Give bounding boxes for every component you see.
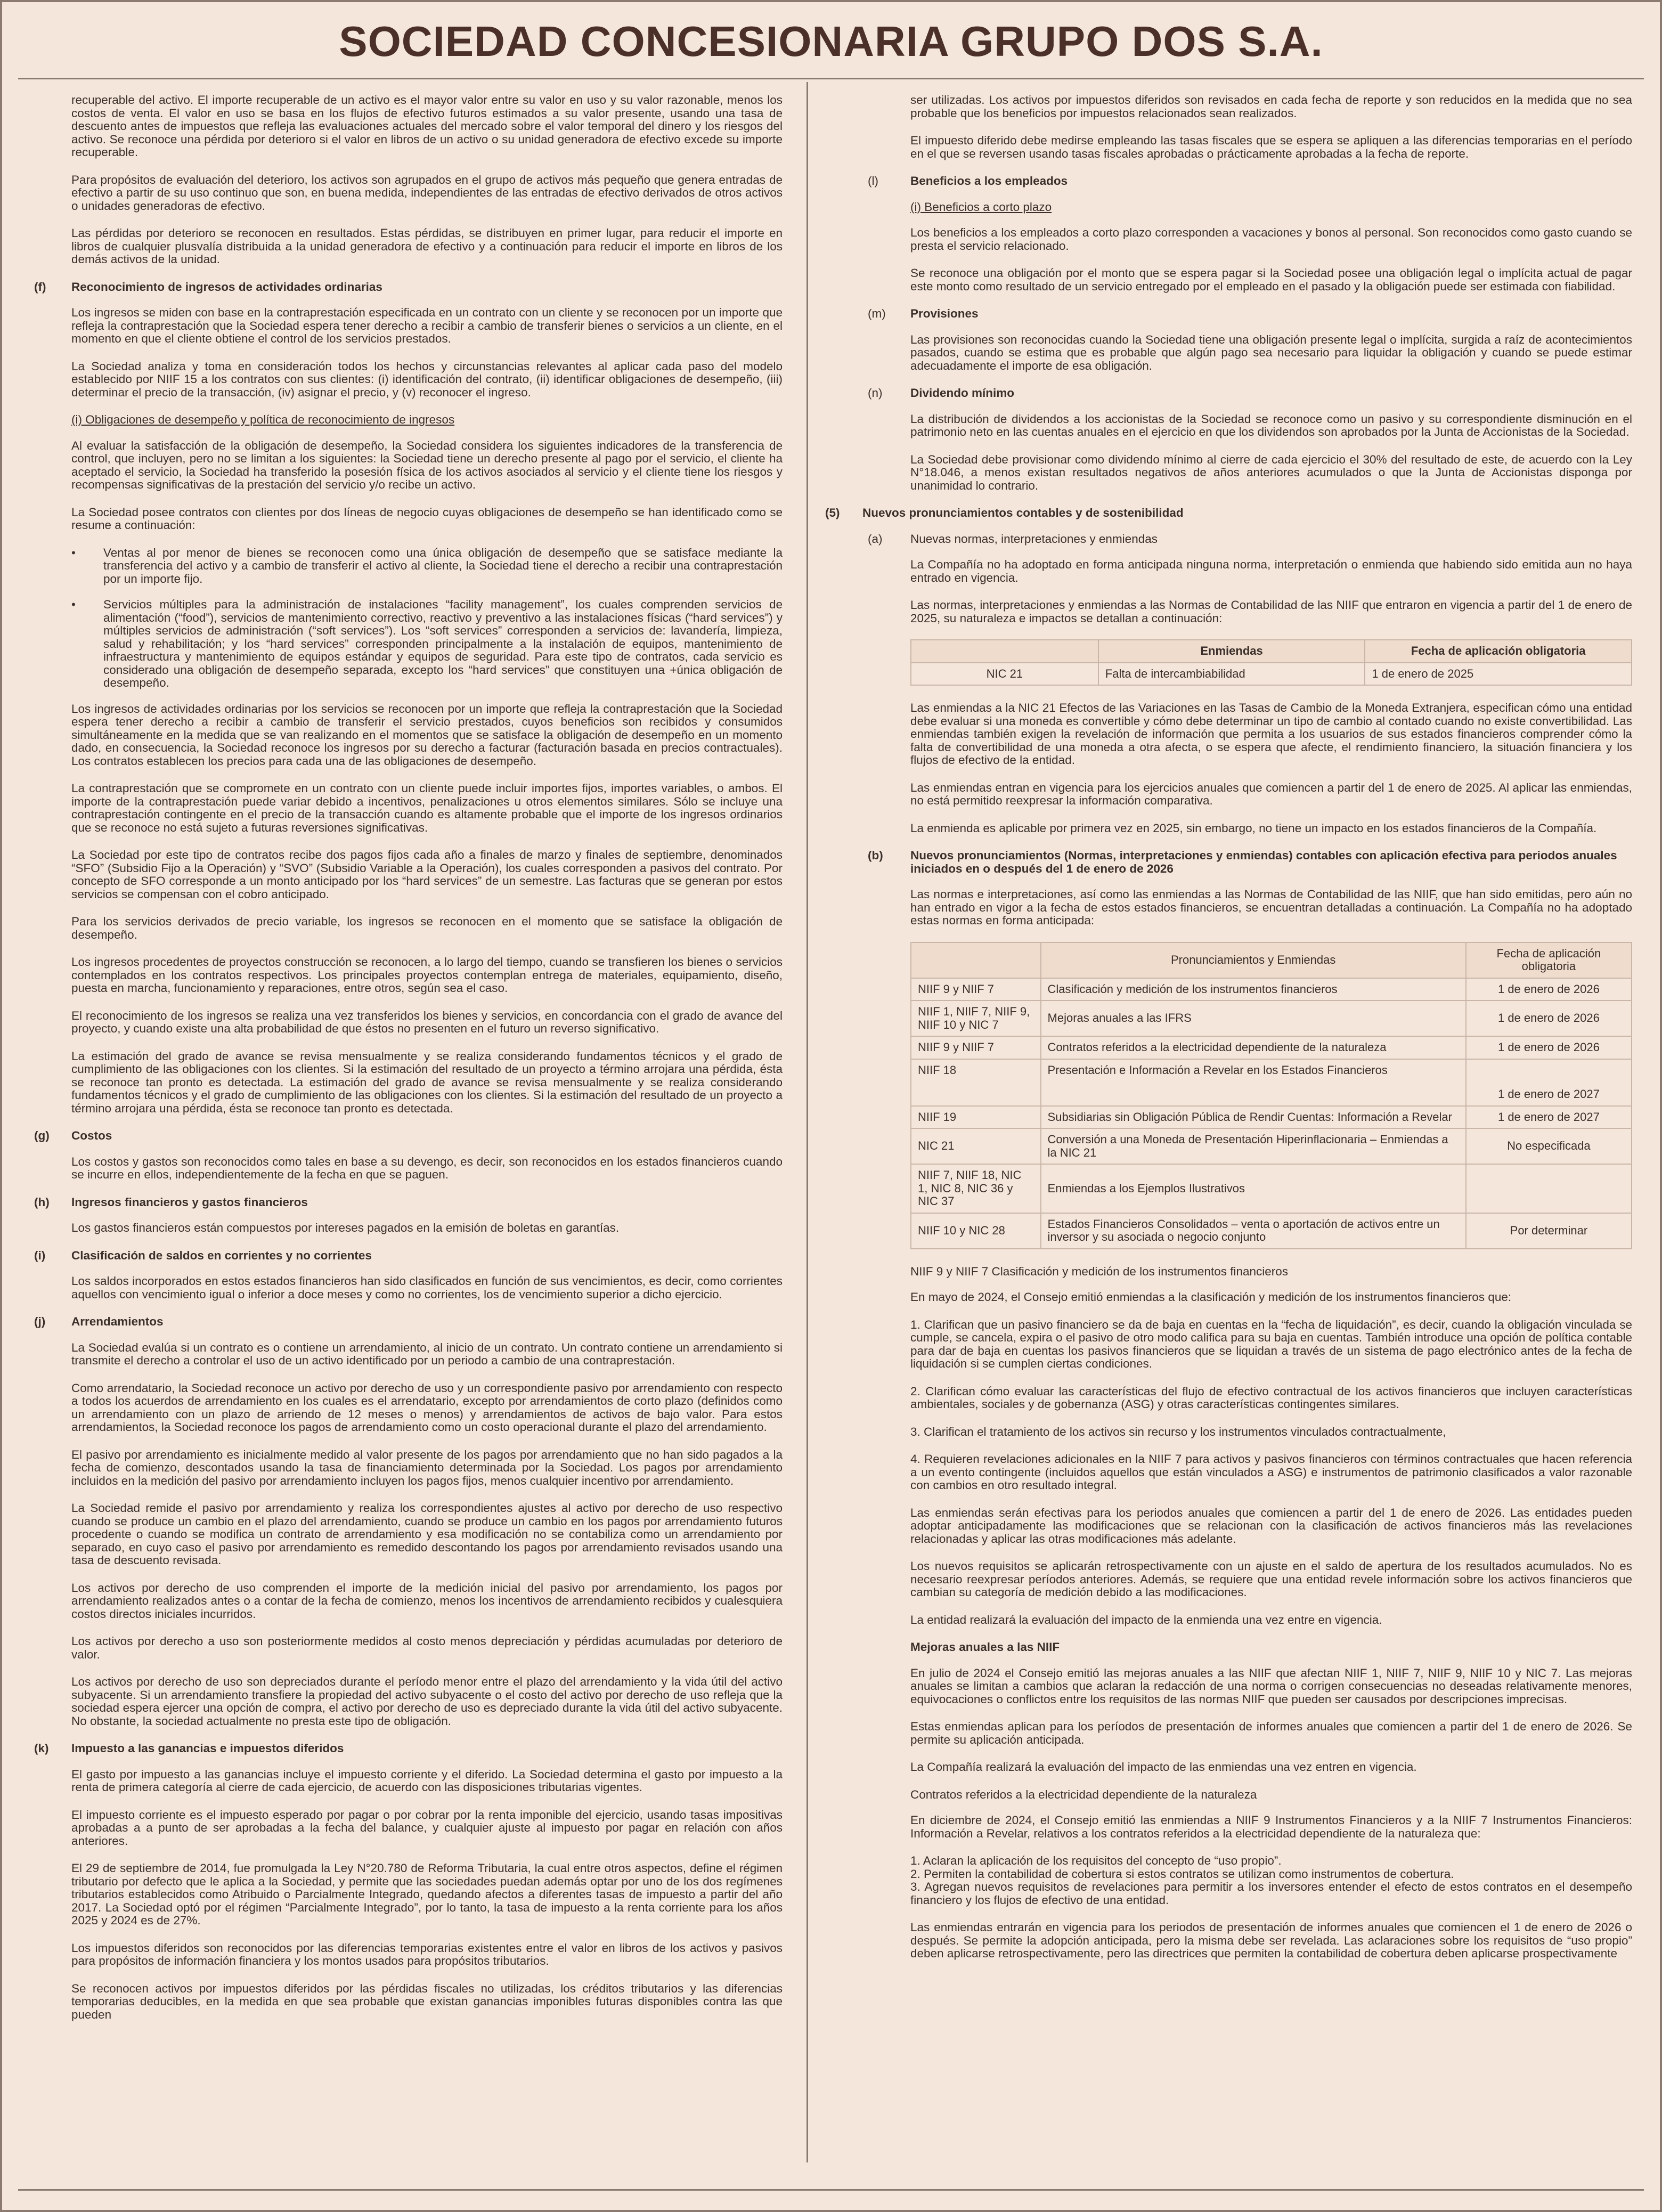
paragraph: Estas enmiendas aplican para los períodos de presentación de informes anuales que comiencen a partir del 1 de enero de 2026. Se permite su aplicación anticipada. [910, 1720, 1632, 1746]
right-column [825, 94, 1632, 2182]
subheading: Mejoras anuales a las NIIF [910, 1640, 1060, 1654]
paragraph: Las enmiendas serán efectivas para los periodos anuales que comiencen a partir del 1 de enero de 2026. Las entidades pueden adoptar anticipadamente las modificaciones que se relacionan con la clasificación de activos financieros más las revelaciones relacionadas y aplicar las otras modificaciones más adelante. [910, 1506, 1632, 1546]
paragraph: El impuesto corriente es el impuesto esperado por pagar o por cobrar por la renta imponible del ejercicio, usando tasas impositivas aprobadas a a punto de ser aprobadas a la fecha del balance, y cualquier ajuste al impuesto por pagar en relación con años anteriores. [71, 1808, 783, 1848]
paragraph: Las normas, interpretaciones y enmiendas a las Normas de Contabilidad de las NIIF que entraron en vigencia a partir del 1 de enero de 2025, su naturaleza e impactos se detallan a continuación: [910, 598, 1632, 625]
table-cell: 1 de enero de 2026 [1466, 1036, 1632, 1059]
table-cell: Presentación e Información a Revelar en los Estados Financieros [1041, 1059, 1466, 1106]
paragraph: Al evaluar la satisfacción de la obligación de desempeño, la Sociedad considera los siguientes indicadores de la transferencia de control, que incluyen, pero no se limitan a los siguientes: la Sociedad tiene un derecho presente al pago por el servicio, el cliente ha aceptado el servicio, la Sociedad ha transferido la posesión física de los activos asociados al servicio y el cliente tiene los riesgos y recompensas significativas de la prestación del servicio y/o recibe un activo. [71, 438, 783, 491]
paragraph: Como arrendatario, la Sociedad reconoce un activo por derecho de uso y un correspondiente pasivo por arrendamiento con respecto a todos los acuerdos de arrendamiento en los cuales es el arrendatario, excepto por arrendamientos de corto plazo (definidos como un arrendamiento con un plazo de arriendo de 12 meses o menos) y arrendamientos de activos de bajo valor. Para estos arrendamientos, la Sociedad reconoce los pagos de arrendamiento como un costo operacional durante el plazo del arrendamiento. [71, 1381, 783, 1434]
table-cell: NIIF 7, NIIF 18, NIC 1, NIC 8, NIC 36 y NIC 37 [911, 1164, 1041, 1213]
table-cell: 1 de enero de 2027 [1466, 1106, 1632, 1129]
section-title: Costos [71, 1129, 112, 1142]
paragraph: Las enmiendas entrarán en vigencia para los periodos de presentación de informes anuales que comiencen el 1 de enero de 2026 o después. Se permite la adopción anticipada, pero la misma debe ser revelada. Las aclaraciones sobre los requisitos de “uso propio” deben aplicarse retrospectivamente, pero las directrices que permiten la contabilidad de cobertura deben aplicarse prospectivamente [910, 1921, 1632, 1960]
table-cell: 1 de enero de 2026 [1466, 1001, 1632, 1036]
table-cell: 1 de enero de 2025 [1365, 663, 1632, 686]
table-row [911, 663, 1632, 686]
column-header [911, 640, 1098, 663]
subheading: NIIF 9 y NIIF 7 Clasificación y medición de los instrumentos financieros [910, 1264, 1289, 1278]
section-number: (i) [34, 1248, 46, 1262]
column-header: Pronunciamientos y Enmiendas [1041, 942, 1466, 978]
section-heading-h [34, 1196, 783, 1209]
paragraph: ser utilizadas. Los activos por impuestos diferidos son revisados en cada fecha de reporte y son reducidos en la medida que no sea probable que los beneficios por impuestos relacionados sean realizados. [910, 94, 1632, 120]
paragraph: La enmienda es aplicable por primera vez en 2025, sin embargo, no tiene un impacto en los estados financieros de la Compañía. [910, 821, 1597, 835]
section-heading-j [34, 1315, 783, 1329]
table-cell: Contratos referidos a la electricidad dependiente de la naturaleza [1041, 1036, 1466, 1059]
section-heading-g [34, 1129, 783, 1143]
table-row [911, 1213, 1632, 1249]
paragraph: Los activos por derecho de uso comprenden el importe de la medición inicial del pasivo por arrendamiento, los pagos por arrendamiento realizados antes o a contar de la fecha de comienzo, menos los incentivos de arrendamiento recibidos y cualesquiera costos directos iniciales incurridos. [71, 1581, 783, 1621]
paragraph: Los activos por derecho a uso son posteriormente medidos al costo menos depreciación y pérdidas acumuladas por deterioro de valor. [71, 1634, 783, 1661]
table-cell [1466, 1164, 1632, 1213]
table-header-row [911, 640, 1632, 663]
section-title: Ingresos financieros y gastos financieros [71, 1195, 308, 1209]
paragraph: Para propósitos de evaluación del deterioro, los activos son agrupados en el grupo de activos más pequeño que genera entradas de efectivo a partir de su uso continuo que son, en buena medida, independientes de las entradas de efectivo derivados de otros activos o unidades generadoras de efectivo. [71, 173, 783, 213]
section-title: Arrendamientos [71, 1315, 164, 1328]
paragraph: Para los servicios derivados de precio variable, los ingresos se reconocen en el momento que se satisface la obligación de desempeño. [71, 915, 783, 941]
subsection-title: Nuevos pronunciamientos (Normas, interpretaciones y enmiendas) contables con aplicación efectiva para periodos anuales iniciados en o después del 1 de enero de 2026 [910, 849, 1617, 875]
paragraph: Las provisiones son reconocidas cuando la Sociedad tiene una obligación presente legal o implícita, surgida a raíz de acontecimientos pasados, cuando se estima que es probable que algún pago sea necesario para liquidar la obligación y cuando se puede estimar adecuadamente el importe de esa obligación. [910, 332, 1632, 372]
paragraph: La Compañía realizará la evaluación del impacto de las enmiendas una vez entren en vigencia. [910, 1760, 1417, 1774]
section-number: (j) [34, 1315, 46, 1328]
paragraph: Los ingresos procedentes de proyectos construcción se reconocen, a lo largo del tiempo, cuando se transfieren los bienes o servicios contemplados en los contratos respectivos. Los principales proyectos contemplan entrega de materiales, equipamiento, diseño, puesta en marcha, funcionamiento y reparaciones, entre otros, según sea el caso. [71, 955, 783, 995]
bullet-mark: • [71, 598, 76, 611]
paragraph: La entidad realizará la evaluación del impacto de la enmienda una vez entre en vigencia. [910, 1613, 1382, 1627]
paragraph: La Sociedad analiza y toma en consideración todos los hechos y circunstancias relevantes al aplicar cada paso del modelo establecido por NIIF 15 a los contratos con sus clientes: (i) identificación del contrato, (ii) identificar obligaciones de desempeño, (iii) determinar el precio de la transacción, (iv) asignar el precio, y (v) reconocer el ingreso. [71, 359, 783, 399]
section-number: (n) [868, 386, 883, 400]
table-cell: Falta de intercambiabilidad [1098, 663, 1365, 686]
paragraph: La Sociedad por este tipo de contratos recibe dos pagos fijos cada año a finales de marzo y finales de septiembre, denominados “SFO” (Subsidio Fijo a la Operación) y “SVO” (Subsidio Variable a la Operación), los cuales corresponden a pasivos del contrato. Por concepto de SFO corresponde a un monto anticipado por los “hard services” de un semestre. Las facturas que se generan por estos servicios se compensan con el cobro anticipado. [71, 848, 783, 901]
subsection-title: Nuevas normas, interpretaciones y enmiendas [910, 532, 1158, 546]
paragraph: recuperable del activo. El importe recuperable de un activo es el mayor valor entre su valor en uso y su valor razonable, menos los costos de venta. El valor en uso se basa en los flujos de efectivo futuros estimados a su valor presente, usando una tasa de descuento antes de impuestos que refleja las evaluaciones actuales del mercado sobre el valor temporal del dinero y los riesgos del activo. Se reconoce una pérdida por deterioro si el valor en libros de un activo o su unidad generadora de efectivo excede su importe recuperable. [71, 94, 783, 159]
table-row [911, 1106, 1632, 1129]
paragraph: En diciembre de 2024, el Consejo emitió las enmiendas a NIIF 9 Instrumentos Financieros y a la NIIF 7 Instrumentos Financieros: Información a Revelar, relativos a los contratos referidos a la electricidad dependiente de la naturaleza que: [910, 1813, 1632, 1840]
subsection-number: (b) [868, 849, 883, 862]
table-cell: 1 de enero de 2026 [1466, 978, 1632, 1001]
bullet-mark: • [71, 546, 76, 559]
section-number: (h) [34, 1195, 50, 1209]
section-number: (g) [34, 1129, 50, 1142]
paragraph: La contraprestación que se compromete en un contrato con un cliente puede incluir importes fijos, importes variables, o ambos. El importe de la contraprestación puede variar debido a incentivos, penalizaciones u otros elementos similares. Sólo se incluye una contraprestación contingente en el precio de la transacción cuando es altamente probable que el importe de los ingresos ordinarios que se reconoce no está sujeto a futuras reversiones significativas. [71, 782, 783, 834]
table-cell: NIIF 9 y NIIF 7 [911, 1036, 1041, 1059]
table-cell: Por determinar [1466, 1213, 1632, 1249]
paragraph: La Sociedad debe provisionar como dividendo mínimo al cierre de cada ejercicio el 30% del resultado de este, de acuerdo con la Ley N°18.046, a menos existan resultados negativos de años anteriores acumulados o que la Junta de Accionistas disponga por unanimidad lo contrario. [910, 452, 1632, 492]
table-cell: Mejoras anuales a las IFRS [1041, 1001, 1466, 1036]
section-title: Impuesto a las ganancias e impuestos diferidos [71, 1742, 344, 1755]
paragraph: Los nuevos requisitos se aplicarán retrospectivamente con un ajuste en el saldo de apertura de los resultados acumulados. No es necesario reexpresar períodos anteriores. Además, se requiere que una entidad revele información sobre los activos financieros que cambian su categoría de medición debido a las modificaciones. [910, 1559, 1632, 1599]
table-cell: NIC 21 [911, 1128, 1041, 1164]
table-cell: Conversión a una Moneda de Presentación Hiperinflacionaria – Enmiendas a la NIC 21 [1041, 1128, 1466, 1164]
table-cell: NIC 21 [911, 663, 1098, 686]
table-cell: NIIF 9 y NIIF 7 [911, 978, 1041, 1001]
table-cell: NIIF 18 [911, 1059, 1041, 1106]
section-title: Beneficios a los empleados [910, 174, 1068, 188]
pronouncements-table [910, 942, 1632, 1249]
section-heading-k [34, 1742, 783, 1755]
section-heading-i [34, 1249, 783, 1263]
table-cell: Clasificación y medición de los instrumentos financieros [1041, 978, 1466, 1001]
table-row [911, 1036, 1632, 1059]
paragraph: Los beneficios a los empleados a corto plazo corresponden a vacaciones y bonos al personal. Son reconocidos como gasto cuando se presta el servicio relacionado. [910, 226, 1632, 253]
table-cell: No especificada [1466, 1128, 1632, 1164]
section-title: Provisiones [910, 307, 979, 320]
column-header: Enmiendas [1098, 640, 1365, 663]
table-cell: NIIF 1, NIIF 7, NIIF 9, NIIF 10 y NIC 7 [911, 1001, 1041, 1036]
table-row [911, 1001, 1632, 1036]
table-row [911, 1128, 1632, 1164]
paragraph: Los activos por derecho de uso son depreciados durante el período menor entre el plazo del arrendamiento y la vida útil del activo subyacente. Si un arrendamiento transfiere la propiedad del activo subyacente o el costo del activo por derecho de uso refleja que la sociedad espera ejercer una opción de compra, el activo por derecho de uso es depreciado durante la vida útil del activo subyacente. No obstante, la sociedad actualmente no presta este tipo de obligación. [71, 1675, 783, 1728]
bullet-text: Ventas al por menor de bienes se reconocen como una única obligación de desempeño que se satisface mediante la transferencia del activo y a cambio de transferir el activo al cliente, la Sociedad tiene el derecho a recibir una contraprestación por un importe fijo. [103, 546, 783, 585]
subheading: (i) Obligaciones de desempeño y política de reconocimiento de ingresos [71, 413, 455, 426]
subsection-number: (a) [868, 532, 883, 546]
section-number: (l) [868, 174, 878, 188]
bullet-item [34, 598, 783, 690]
paragraph: La Sociedad posee contratos con clientes por dos líneas de negocio cuyas obligaciones de desempeño se han identificado como se resume a continuación: [71, 505, 783, 532]
section-number: (f) [34, 280, 46, 294]
paragraph: Se reconocen activos por impuestos diferidos por las pérdidas fiscales no utilizadas, los créditos tributarios y las diferencias temporarias deducibles, en la medida en que sea probable que existan ganancias imponibles futuras disponibles contra las que pueden [71, 1981, 783, 2021]
list-item: 3. Clarifican el tratamiento de los activos sin recurso y los instrumentos vinculados contractualmente, [910, 1425, 1446, 1438]
paragraph: En julio de 2024 el Consejo emitió las mejoras anuales a las NIIF que afectan NIIF 1, NIIF 7, NIIF 9, NIIF 10 y NIC 7. Las mejoras anuales se limitan a cambios que aclaran la redacción de una norma o corrigen consecuencias no deseadas relativamente menores, equivocaciones o conflictos entre los requisitos de las normas NIIF que pueden ser causados por descripciones imprecisas. [910, 1666, 1632, 1706]
paragraph: Las pérdidas por deterioro se reconocen en resultados. Estas pérdidas, se distribuyen en primer lugar, para reducir el importe en libros de cualquier plusvalía distribuida a la unidad generadora de efectivo y a continuación para reducir el importe en libros de los demás activos de la unidad. [71, 226, 783, 266]
section-number: (m) [868, 307, 886, 320]
title-rule [18, 78, 1644, 79]
paragraph: La distribución de dividendos a los accionistas de la Sociedad se reconoce como un pasivo y su correspondiente disminución en el patrimonio neto en las cuentas anuales en el ejercicio en que los dividendos son aprobados por la Junta de Accionistas de la Sociedad. [910, 412, 1632, 438]
column-header: Fecha de aplicación obligatoria [1466, 942, 1632, 978]
paragraph: La Sociedad remide el pasivo por arrendamiento y realiza los correspondientes ajustes al activo por derecho de uso respectivo cuando se produce un cambio en el plazo del arrendamiento, cuando se produce un cambio en los pagos por arrendamiento futuros procedente o cuando se modifica un contrato de arrendamiento y esa modificación no se contabiliza como un arrendamiento por separado, en cuyo caso el pasivo por arrendamiento es remedido descontando los pagos por arrendamiento revisados usando una tasa de descuento revisada. [71, 1501, 783, 1567]
left-column [34, 94, 783, 2172]
bullet-item [34, 547, 783, 586]
list-item: 1. Clarifican que un pasivo financiero se da de baja en cuentas en la “fecha de liquidación”, es decir, cuando la obligación vinculada se cumple, se cancela, expira o el pasivo de otro modo califica para su baja en cuentas. También introduce una opción de política contable para dar de baja en cuentas los pasivos financieros que se liquidan a través de un sistema de pago electrónico antes de la fecha de liquidación si se cumplen ciertas condiciones. [910, 1318, 1632, 1370]
subheading: (i) Beneficios a corto plazo [910, 200, 1052, 214]
list-item: 4. Requieren revelaciones adicionales en la NIIF 7 para activos y pasivos financieros con términos contractuales que hacen referencia a un evento contingente (incluidos aquellos que están vinculados a ASG) e instrumentos de patrimonio clasificados a valor razonable con cambios en otro resultado integral. [910, 1452, 1632, 1492]
bullet-text: Servicios múltiples para la administración de instalaciones “facility management”, los cuales comprenden servicios de alimentación (“food”), servicios de mantenimiento correctivo, reactivo y preventivo a las instalaciones físicas (“hard services”) y múltiples servicios de administración (“soft services”). Los “soft services” corresponden a servicios de: lavandería, limpieza, salud y rehabilitación; y los “hard services” corresponden principalmente a la instalación de equipos, mantenimiento de infraestructura y mantenimiento de equipos estándar y equipos de seguridad. Para este tipo de contratos, cada servicio es considerado una obligación de desempeño separada, excepto los “hard services” que constituyen una +única obligación de desempeño. [103, 598, 783, 689]
table-cell: NIIF 19 [911, 1106, 1041, 1129]
list-item: 2. Permiten la contabilidad de cobertura si estos contratos se utilizan como instrumentos de cobertura. [910, 1867, 1454, 1881]
paragraph: En mayo de 2024, el Consejo emitió enmiendas a la clasificación y medición de los instrumentos financieros que: [910, 1290, 1512, 1304]
column-header [911, 942, 1041, 978]
section-number: (k) [34, 1742, 49, 1755]
table-cell: Estados Financieros Consolidados – venta o aportación de activos entre un inversor y su asociada o negocio conjunto [1041, 1213, 1466, 1249]
paragraph: El reconocimiento de los ingresos se realiza una vez transferidos los bienes y servicios, en concordancia con el grado de avance del proyecto, y cuando existe una alta probabilidad de que éstos no presenten en el futuro un reverso significativo. [71, 1009, 783, 1035]
column-divider [806, 82, 808, 2162]
paragraph: Las enmiendas entran en vigencia para los ejercicios anuales que comiencen a partir del 1 de enero de 2025. Al aplicar las enmiendas, no está permitido reexpresar la información comparativa. [910, 780, 1632, 807]
paragraph: Las enmiendas a la NIC 21 Efectos de las Variaciones en las Tasas de Cambio de la Moneda Extranjera, especifican cómo una entidad debe evaluar si una moneda es convertible y cómo debe determinar un tipo de cambio al contado cuando no existe convertibilidad. Las enmiendas también exigen la revelación de información que permita a los usuarios de sus estados financieros comprender cómo la falta de convertibilidad de una moneda a otra afecta, o se espera que afecte, el rendimiento financiero, la situación financiera y los flujos de efectivo de la entidad. [910, 701, 1632, 767]
paragraph: Los costos y gastos son reconocidos como tales en base a su devengo, es decir, son reconocidos en los estados financieros cuando se incurre en ellos, independientemente de la fecha en que se paguen. [71, 1154, 783, 1181]
section-heading-l [825, 175, 1632, 188]
table-row [911, 1164, 1632, 1213]
table-cell: NIIF 10 y NIC 28 [911, 1213, 1041, 1249]
table-row [911, 978, 1632, 1001]
section-title: Clasificación de saldos en corrientes y no corrientes [71, 1248, 372, 1262]
paragraph: Los ingresos se miden con base en la contraprestación especificada en un contrato con un cliente y se reconocen por un importe que refleja la contraprestación que la Sociedad espera tener derecho a recibir a cambio de transferir bienes o servicios a un cliente, en el momento en que el cliente obtiene el control de los servicios prestados. [71, 306, 783, 345]
bottom-rule [18, 2189, 1644, 2191]
paragraph: La Sociedad evalúa si un contrato es o contiene un arrendamiento, al inicio de un contrato. Un contrato contiene un arrendamiento si transmite el derecho a controlar el uso de un activo identificado por un periodo a cambio de una contraprestación. [71, 1340, 783, 1367]
subsection-heading-a [825, 533, 1632, 546]
section-heading-5 [825, 507, 1632, 520]
paragraph: El gasto por impuesto a las ganancias incluye el impuesto corriente y el diferido. La Sociedad determina el gasto por impuesto a la renta de primera categoría al cierre de cada ejercicio, de acuerdo con las disposiciones tributarias vigentes. [71, 1767, 783, 1794]
table-header-row [911, 942, 1632, 978]
page-title: SOCIEDAD CONCESIONARIA GRUPO DOS S.A. [339, 18, 1323, 65]
subsection-heading-b [825, 849, 1632, 875]
section-title: Nuevos pronunciamientos contables y de sostenibilidad [862, 506, 1184, 519]
paragraph: La estimación del grado de avance se revisa mensualmente y se realiza considerando fundamentos técnicos y el grado de cumplimiento de las obligaciones con los clientes. Si la estimación del resultado de un proyecto a término arrojara una pérdida, ésta se reconoce tan pronto es detectada. La estimación del grado de avance se revisa mensualmente y se realiza considerando fundamentos técnicos y el grado de cumplimiento de las obligaciones con los clientes. Si la estimación del resultado de un proyecto a término arrojara una pérdida, ésta se reconoce tan pronto es detectada. [71, 1049, 783, 1115]
paragraph: Los impuestos diferidos son reconocidos por las diferencias temporarias existentes entre el valor en libros de los activos y pasivos para propósitos de información financiera y los montos usados para propósitos tributarios. [71, 1941, 783, 1967]
section-number: (5) [825, 506, 840, 519]
paragraph: Los saldos incorporados en estos estados financieros han sido clasificados en función de sus vencimientos, es decir, como corrientes aquellos con vencimiento igual o inferior a doce meses y como no corrientes, los de vencimiento superior a dicho ejercicio. [71, 1274, 783, 1301]
column-header: Fecha de aplicación obligatoria [1365, 640, 1632, 663]
paragraph: Las normas e interpretaciones, así como las enmiendas a las Normas de Contabilidad de las NIIF, que han sido emitidas, pero aún no han entrado en vigor a la fecha de estos estados financieros, se encuentran detalladas a continuación. La Compañía no ha adoptado estas normas en forma anticipada: [910, 888, 1632, 927]
list-item: 1. Aclaran la aplicación de los requisitos del concepto de “uso propio”. [910, 1854, 1282, 1867]
paragraph: Se reconoce una obligación por el monto que se espera pagar si la Sociedad posee una obligación legal o implícita actual de pagar este monto como resultado de un servicio entregado por el empleado en el pasado y la obligación puede ser estimada con fiabilidad. [910, 266, 1632, 293]
paragraph: La Compañía no ha adoptado en forma anticipada ninguna norma, interpretación o enmienda que habiendo sido emitida aun no haya entrado en vigencia. [910, 558, 1632, 584]
table-cell: Subsidiarias sin Obligación Pública de Rendir Cuentas: Información a Revelar [1041, 1106, 1466, 1129]
table-row [911, 1059, 1632, 1106]
section-title: Dividendo mínimo [910, 386, 1015, 400]
table-cell: 1 de enero de 2027 [1466, 1059, 1632, 1106]
table-cell: Enmiendas a los Ejemplos Ilustrativos [1041, 1164, 1466, 1213]
paragraph: El impuesto diferido debe medirse empleando las tasas fiscales que se espera se apliquen a las diferencias temporarias en el período en el que se reversen usando tasas fiscales aprobadas o prácticamente aprobadas a la fecha de reporte. [910, 134, 1632, 160]
paragraph: El pasivo por arrendamiento es inicialmente medido al valor presente de los pagos por arrendamiento que no han sido pagados a la fecha de comienzo, descontados usando la tasa de financiamiento determinada por la Sociedad. Los pagos por arrendamiento incluidos en la medición del pasivo por arrendamiento incluyen los pagos fijos, menos cualquier incentivo por arrendamiento. [71, 1447, 783, 1487]
paragraph: Los gastos financieros están compuestos por intereses pagados en la emisión de boletas en garantías. [71, 1221, 620, 1234]
amendments-table-2025 [910, 639, 1632, 686]
section-heading-n [825, 387, 1632, 400]
paragraph: Los ingresos de actividades ordinarias por los servicios se reconocen por un importe que refleja la contraprestación que la Sociedad espera tener derecho a recibir a cambio de transferir el servicio prestados, cuyos beneficios son recibidos y consumidos simultáneamente en la medida que se van realizando en el momentos que se satisface la obligación de desempeño en un momento dado, en consecuencia, la Sociedad reconoce los ingresos por su derecho a facturar (facturación basada en precios contractuales). Los contratos establecen los precios para cada una de las obligaciones de desempeño. [71, 702, 783, 768]
list-item: 3. Agregan nuevos requisitos de revelaciones para permitir a los inversores entender el efecto de estos contratos en el desempeño financiero y los flujos de efectivo de una entidad. [910, 1880, 1632, 1907]
section-heading-m [825, 307, 1632, 321]
list-item: 2. Clarifican cómo evaluar las características del flujo de efectivo contractual de los activos financieros que incluyen características ambientales, sociales y de gobernanza (ASG) y otras características contingentes similares. [910, 1384, 1632, 1411]
subheading: Contratos referidos a la electricidad dependiente de la naturaleza [910, 1787, 1257, 1801]
section-heading-f [34, 281, 783, 294]
section-title: Reconocimiento de ingresos de actividades ordinarias [71, 280, 382, 294]
paragraph: El 29 de septiembre de 2014, fue promulgada la Ley N°20.780 de Reforma Tributaria, la cual entre otros aspectos, define el régimen tributario por defecto que le aplica a la Sociedad, y permite que las sociedades puedan además optar por uno de los dos regímenes tributarios establecidos como Atribuido o Parcialmente Integrado, quedando afectos a diferentes tasas de impuesto a partir del año 2017. La Sociedad optó por el régimen “Parcialmente Integrado”, por lo tanto, la tasa de impuesto a la renta corriente para los años 2025 y 2024 es de 27%. [71, 1861, 783, 1927]
